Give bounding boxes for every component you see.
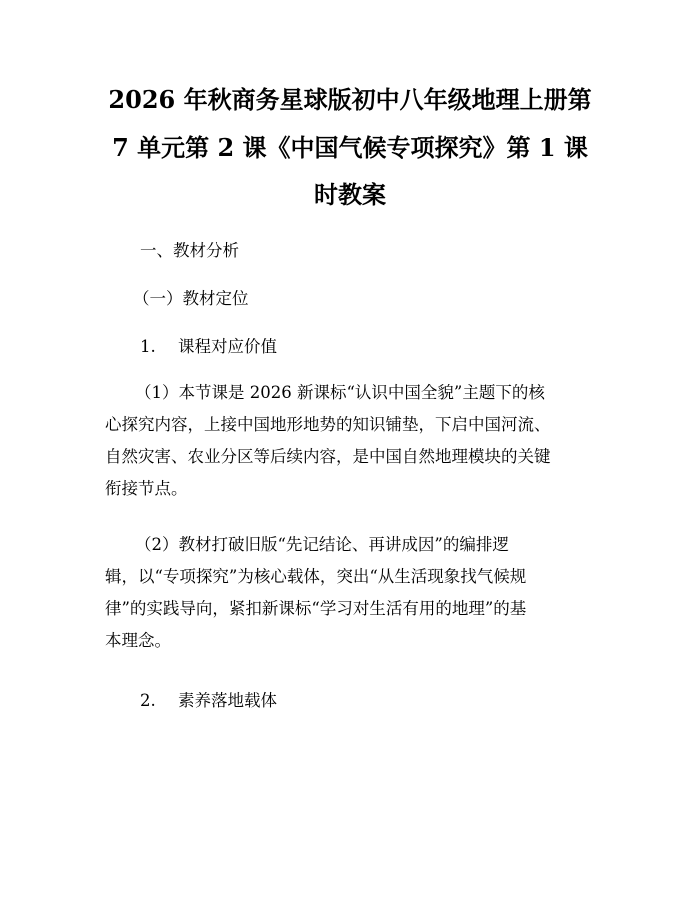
item-2-label: 素养落地载体 bbox=[178, 691, 277, 710]
paragraph-2 bbox=[105, 534, 605, 662]
item-1-number: 1. bbox=[140, 337, 156, 356]
document-title-line-3: 时教案 bbox=[314, 180, 386, 209]
paragraph-2-line-3: 律”的实践导向，紧扣新课标“学习对生活有用的地理”的基 bbox=[105, 599, 527, 618]
paragraph-1-line-4: 衔接节点。 bbox=[105, 479, 188, 498]
paragraph-1-line-1: （1）本节课是 2026 新课标“认识中国全貌”主题下的核 bbox=[135, 383, 545, 402]
subsection-heading-material-positioning: （一）教材定位 bbox=[133, 289, 249, 308]
document-title-line-2: 7 单元第 2 课《中国气候专项探究》第 1 课 bbox=[112, 133, 588, 162]
document-title-line-1: 2026 年秋商务星球版初中八年级地理上册第 bbox=[108, 85, 592, 114]
item-1-label: 课程对应价值 bbox=[178, 337, 277, 356]
paragraph-1 bbox=[105, 382, 605, 510]
paragraph-1-line-2: 心探究内容，上接中国地形地势的知识铺垫，下启中国河流、 bbox=[105, 415, 551, 434]
paragraph-2-line-1: （2）教材打破旧版“先记结论、再讲成因”的编排逻 bbox=[135, 535, 509, 554]
paragraph-1-line-3: 自然灾害、农业分区等后续内容，是中国自然地理模块的关键 bbox=[105, 447, 551, 466]
paragraph-2-line-4: 本理念。 bbox=[105, 631, 171, 650]
item-2-number: 2. bbox=[140, 691, 156, 710]
section-heading-teaching-material-analysis: 一、教材分析 bbox=[140, 241, 239, 260]
paragraph-2-line-2: 辑，以“专项探究”为核心载体，突出“从生活现象找气候规 bbox=[105, 567, 527, 586]
